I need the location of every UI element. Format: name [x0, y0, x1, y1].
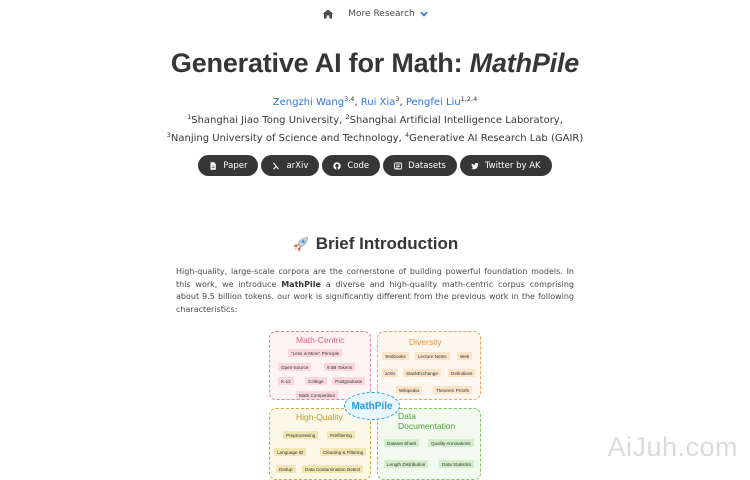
database-icon	[394, 162, 402, 170]
affiliation-line	[0, 113, 750, 126]
author-link[interactable]: Rui Xia	[360, 97, 396, 108]
affil-sup: 4	[405, 131, 410, 139]
data-documentation-box	[377, 408, 481, 480]
datasets-button[interactable]	[383, 155, 457, 176]
box-title: High-Quality	[296, 412, 343, 422]
twitter-button-label: Twitter by AK	[484, 160, 541, 171]
figure-chip: Theorem Proofs	[433, 386, 472, 394]
box-title: Math-Centric	[296, 335, 345, 345]
figure-chip: 9.5B Tokens	[324, 363, 355, 371]
top-navbar	[0, 7, 750, 21]
home-icon[interactable]	[322, 9, 334, 19]
figure-chip: arXiv	[382, 369, 398, 377]
arxiv-button[interactable]	[261, 155, 319, 176]
box-title: Diversity	[409, 337, 442, 347]
figure-chip: Definitions	[448, 369, 475, 377]
figure-chip: "Less is More" Principle	[288, 349, 342, 357]
affil-sup: 3	[166, 131, 171, 139]
paper-button-label: Paper	[223, 160, 248, 171]
figure-chip: Lecture Notes	[415, 352, 450, 360]
page-title	[0, 48, 750, 79]
diversity-box	[377, 331, 481, 400]
figure-chip: Language ID	[274, 448, 306, 456]
figure-chip: Preprocessing	[283, 431, 318, 439]
figure-chip: Prefiltering	[327, 431, 355, 439]
figure-chip: College	[305, 377, 327, 385]
arxiv-button-label: arXiv	[286, 160, 309, 171]
affil-text: Shanghai Artificial Intelligence Laboratory,	[349, 115, 563, 126]
title-name: MathPile	[469, 48, 580, 78]
chevron-down-icon	[420, 11, 428, 17]
figure-chip: Wikipedia	[396, 386, 422, 394]
box-title: Data Documentation	[398, 411, 456, 431]
section-heading	[0, 234, 750, 254]
code-button[interactable]	[322, 155, 380, 176]
mathpile-overview-figure	[268, 328, 482, 472]
high-quality-box	[269, 408, 371, 480]
figure-chip: Length Distribution	[384, 460, 428, 468]
figure-chip: Dedup	[276, 465, 296, 473]
figure-chip: StackExchange	[403, 369, 441, 377]
affil-sup: 2	[345, 113, 350, 121]
figure-chip: Textbooks	[382, 352, 409, 360]
paper-button[interactable]	[198, 155, 258, 176]
figure-chip: Quality Annotations	[428, 439, 474, 447]
math-centric-box	[269, 331, 371, 400]
twitter-button[interactable]	[460, 155, 552, 176]
figure-chip: K-12	[278, 377, 294, 385]
figure-chip: Dataset Sheet	[384, 439, 419, 447]
intro-bold-name: MathPile	[281, 279, 321, 289]
affiliation-line	[0, 131, 750, 144]
affil-sup: 1	[187, 113, 192, 121]
github-icon	[333, 162, 341, 170]
mathpile-hub: MathPile	[344, 392, 400, 420]
author-list: Zengzhi Wang$^{3,4}$, Rui Xia$^3$, Pengfei Liu$^{1,2,4}$	[272, 95, 478, 108]
author-affil-sup: 3,4	[344, 95, 355, 103]
twitter-icon	[471, 162, 479, 170]
figure-chip: Math Competition	[296, 391, 338, 399]
rocket-icon	[292, 236, 309, 253]
author-link[interactable]: Pengfei Liu	[405, 97, 461, 108]
section-title: Brief Introduction	[315, 234, 459, 253]
figure-chip: Web	[457, 352, 472, 360]
figure-chip: Postgraduate	[332, 377, 365, 385]
author-affil-sup: 1,2,4	[460, 95, 478, 103]
affil-text: Generative AI Research Lab (GAIR)	[409, 133, 584, 144]
intro-paragraph	[176, 266, 574, 316]
more-research-dropdown[interactable]	[348, 9, 427, 19]
watermark-text: AiJuh.com	[607, 432, 738, 462]
file-icon	[209, 162, 217, 170]
affil-text: Shanghai Jiao Tong University,	[191, 115, 346, 126]
intro-text-before: High-quality, large-scale corpora are the cornerstone of building powerful foundation models. In this work, we introduce	[176, 267, 574, 289]
figure-chip: Cleaning & Filtering	[320, 448, 366, 456]
publication-links	[0, 155, 750, 176]
figure-chip: Data Contamination Detect	[302, 465, 363, 473]
code-button-label: Code	[347, 160, 370, 171]
title-prefix: Generative AI for Math:	[170, 48, 470, 78]
affil-text: Nanjing University of Science and Technology,	[170, 133, 405, 144]
figure-chip: Open-Source	[278, 363, 311, 371]
author-affil-sup: 3	[395, 95, 400, 103]
figure-chip: Data Statistics	[439, 460, 474, 468]
intro-text-after: a diverse and high-quality math-centric corpus comprising about 9.5 billion tokens. our work is significantly different from the previous work in the following characteristics:	[176, 279, 575, 314]
author-link[interactable]: Zengzhi Wang	[272, 97, 345, 108]
datasets-button-label: Datasets	[408, 160, 446, 171]
more-research-label: More Research	[348, 9, 415, 19]
arxiv-icon	[272, 162, 280, 170]
